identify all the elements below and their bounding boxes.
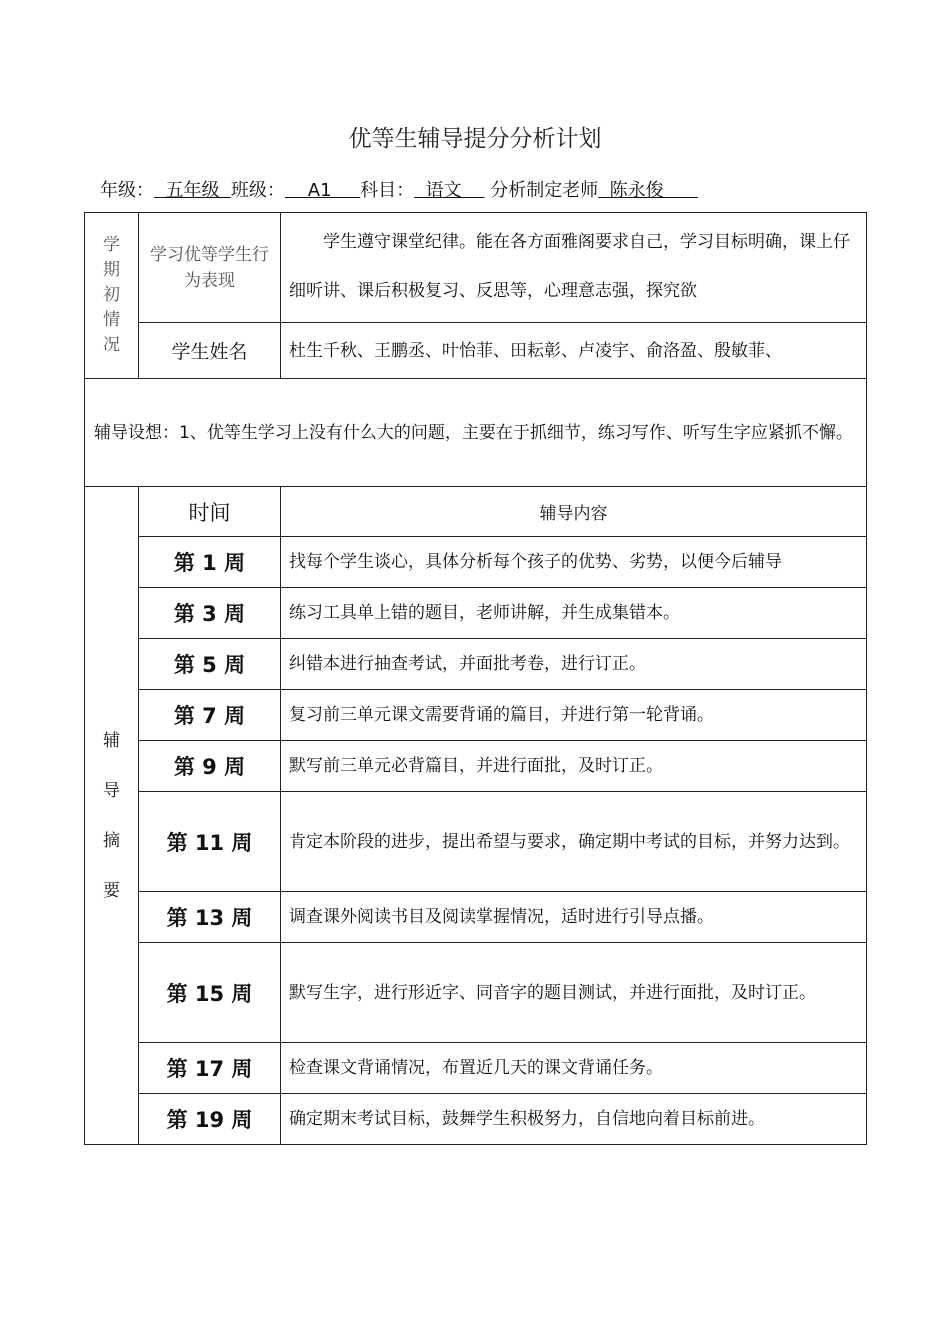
idea-row — [85, 379, 867, 487]
behavior-text: 学生遵守课堂纪律。能在各方面雅阁要求自己，学习目标明确，课上仔细听讲、课后积极复习、反思等，心理意志强，探究欲 — [289, 231, 850, 301]
week-cell: 第 19 周 — [139, 1094, 281, 1145]
initial-section-label: 学期初情况 — [103, 235, 120, 355]
grade-value: 五年级 — [154, 180, 231, 201]
content-header: 辅导内容 — [281, 487, 867, 537]
content-text: 复习前三单元课文需要背诵的篇目，并进行第一轮背诵。 — [289, 705, 714, 725]
content-text: 肯定本阶段的进步，提出希望与要求，确定期中考试的目标，并努力达到。 — [289, 831, 850, 852]
table-row — [85, 639, 867, 690]
names-label: 学生姓名 — [171, 341, 248, 363]
content-cell — [281, 537, 867, 588]
teacher-label: 分析制定老师 — [490, 180, 599, 201]
names-row — [85, 323, 867, 379]
time-header: 时间 — [139, 487, 281, 537]
week-cell: 第 17 周 — [139, 1043, 281, 1094]
behavior-label-cell — [139, 213, 281, 323]
names-label-cell — [139, 323, 281, 379]
week-cell: 第 15 周 — [139, 943, 281, 1043]
content-cell — [281, 639, 867, 690]
week-cell: 第 11 周 — [139, 792, 281, 892]
initial-section-cell — [85, 213, 139, 379]
table-row — [85, 537, 867, 588]
table-row — [85, 741, 867, 792]
info-line — [100, 176, 698, 202]
content-cell — [281, 588, 867, 639]
content-text: 检查课文背诵情况，布置近几天的课文背诵任务。 — [289, 1058, 663, 1078]
plan-table — [84, 212, 867, 1145]
week-cell: 第 1 周 — [139, 537, 281, 588]
week-cell: 第 13 周 — [139, 892, 281, 943]
content-text: 默写前三单元必背篇目，并进行面批，及时订正。 — [289, 756, 663, 776]
week-cell: 第 9 周 — [139, 741, 281, 792]
grade-label: 年级： — [100, 180, 154, 201]
summary-section-label: 辅导摘要 — [103, 730, 120, 901]
content-cell — [281, 943, 867, 1043]
summary-section-cell — [85, 487, 139, 1145]
content-text: 练习工具单上错的题目，老师讲解，并生成集错本。 — [289, 603, 680, 623]
table-row — [85, 588, 867, 639]
content-cell — [281, 741, 867, 792]
table-row — [85, 792, 867, 892]
content-text: 确定期末考试目标，鼓舞学生积极努力，自信地向着目标前进。 — [289, 1109, 765, 1129]
content-cell — [281, 792, 867, 892]
content-text: 调查课外阅读书目及阅读掌握情况，适时进行引导点播。 — [289, 907, 714, 927]
summary-header-row — [85, 487, 867, 537]
content-cell — [281, 1094, 867, 1145]
content-cell — [281, 1043, 867, 1094]
table-row — [85, 1094, 867, 1145]
behavior-row — [85, 213, 867, 323]
week-cell: 第 5 周 — [139, 639, 281, 690]
class-label: 班级： — [230, 180, 285, 201]
teacher-value: 陈永俊 — [598, 180, 699, 201]
idea-cell — [85, 379, 867, 487]
names-text: 杜生千秋、王鹏丞、叶怡菲、田耘彰、卢凌宇、俞洛盈、殷敏菲、 — [289, 340, 782, 361]
table-row — [85, 892, 867, 943]
behavior-label: 学习优等学生行为表现 — [150, 244, 269, 291]
subject-label: 科目： — [360, 180, 415, 201]
class-value: A1 — [284, 180, 361, 201]
table-row — [85, 943, 867, 1043]
content-text: 纠错本进行抽查考试，并面批考卷，进行订正。 — [289, 654, 646, 674]
table-row — [85, 690, 867, 741]
content-cell — [281, 690, 867, 741]
week-cell: 第 3 周 — [139, 588, 281, 639]
idea-text: 辅导设想：1、优等生学习上没有什么大的问题，主要在于抓细节，练习写作、听写生字应紧抓不懈。 — [94, 422, 853, 443]
page-title: 优等生辅导提分分析计划 — [348, 126, 602, 152]
subject-value: 语文 — [414, 180, 485, 201]
table-row — [85, 1043, 867, 1094]
names-text-cell — [281, 323, 867, 379]
week-cell: 第 7 周 — [139, 690, 281, 741]
behavior-text-cell — [281, 213, 867, 323]
content-cell — [281, 892, 867, 943]
content-text: 找每个学生谈心，具体分析每个孩子的优势、劣势，以便今后辅导 — [289, 552, 782, 572]
content-text: 默写生字，进行形近字、同音字的题目测试，并进行面批，及时订正。 — [289, 982, 816, 1003]
